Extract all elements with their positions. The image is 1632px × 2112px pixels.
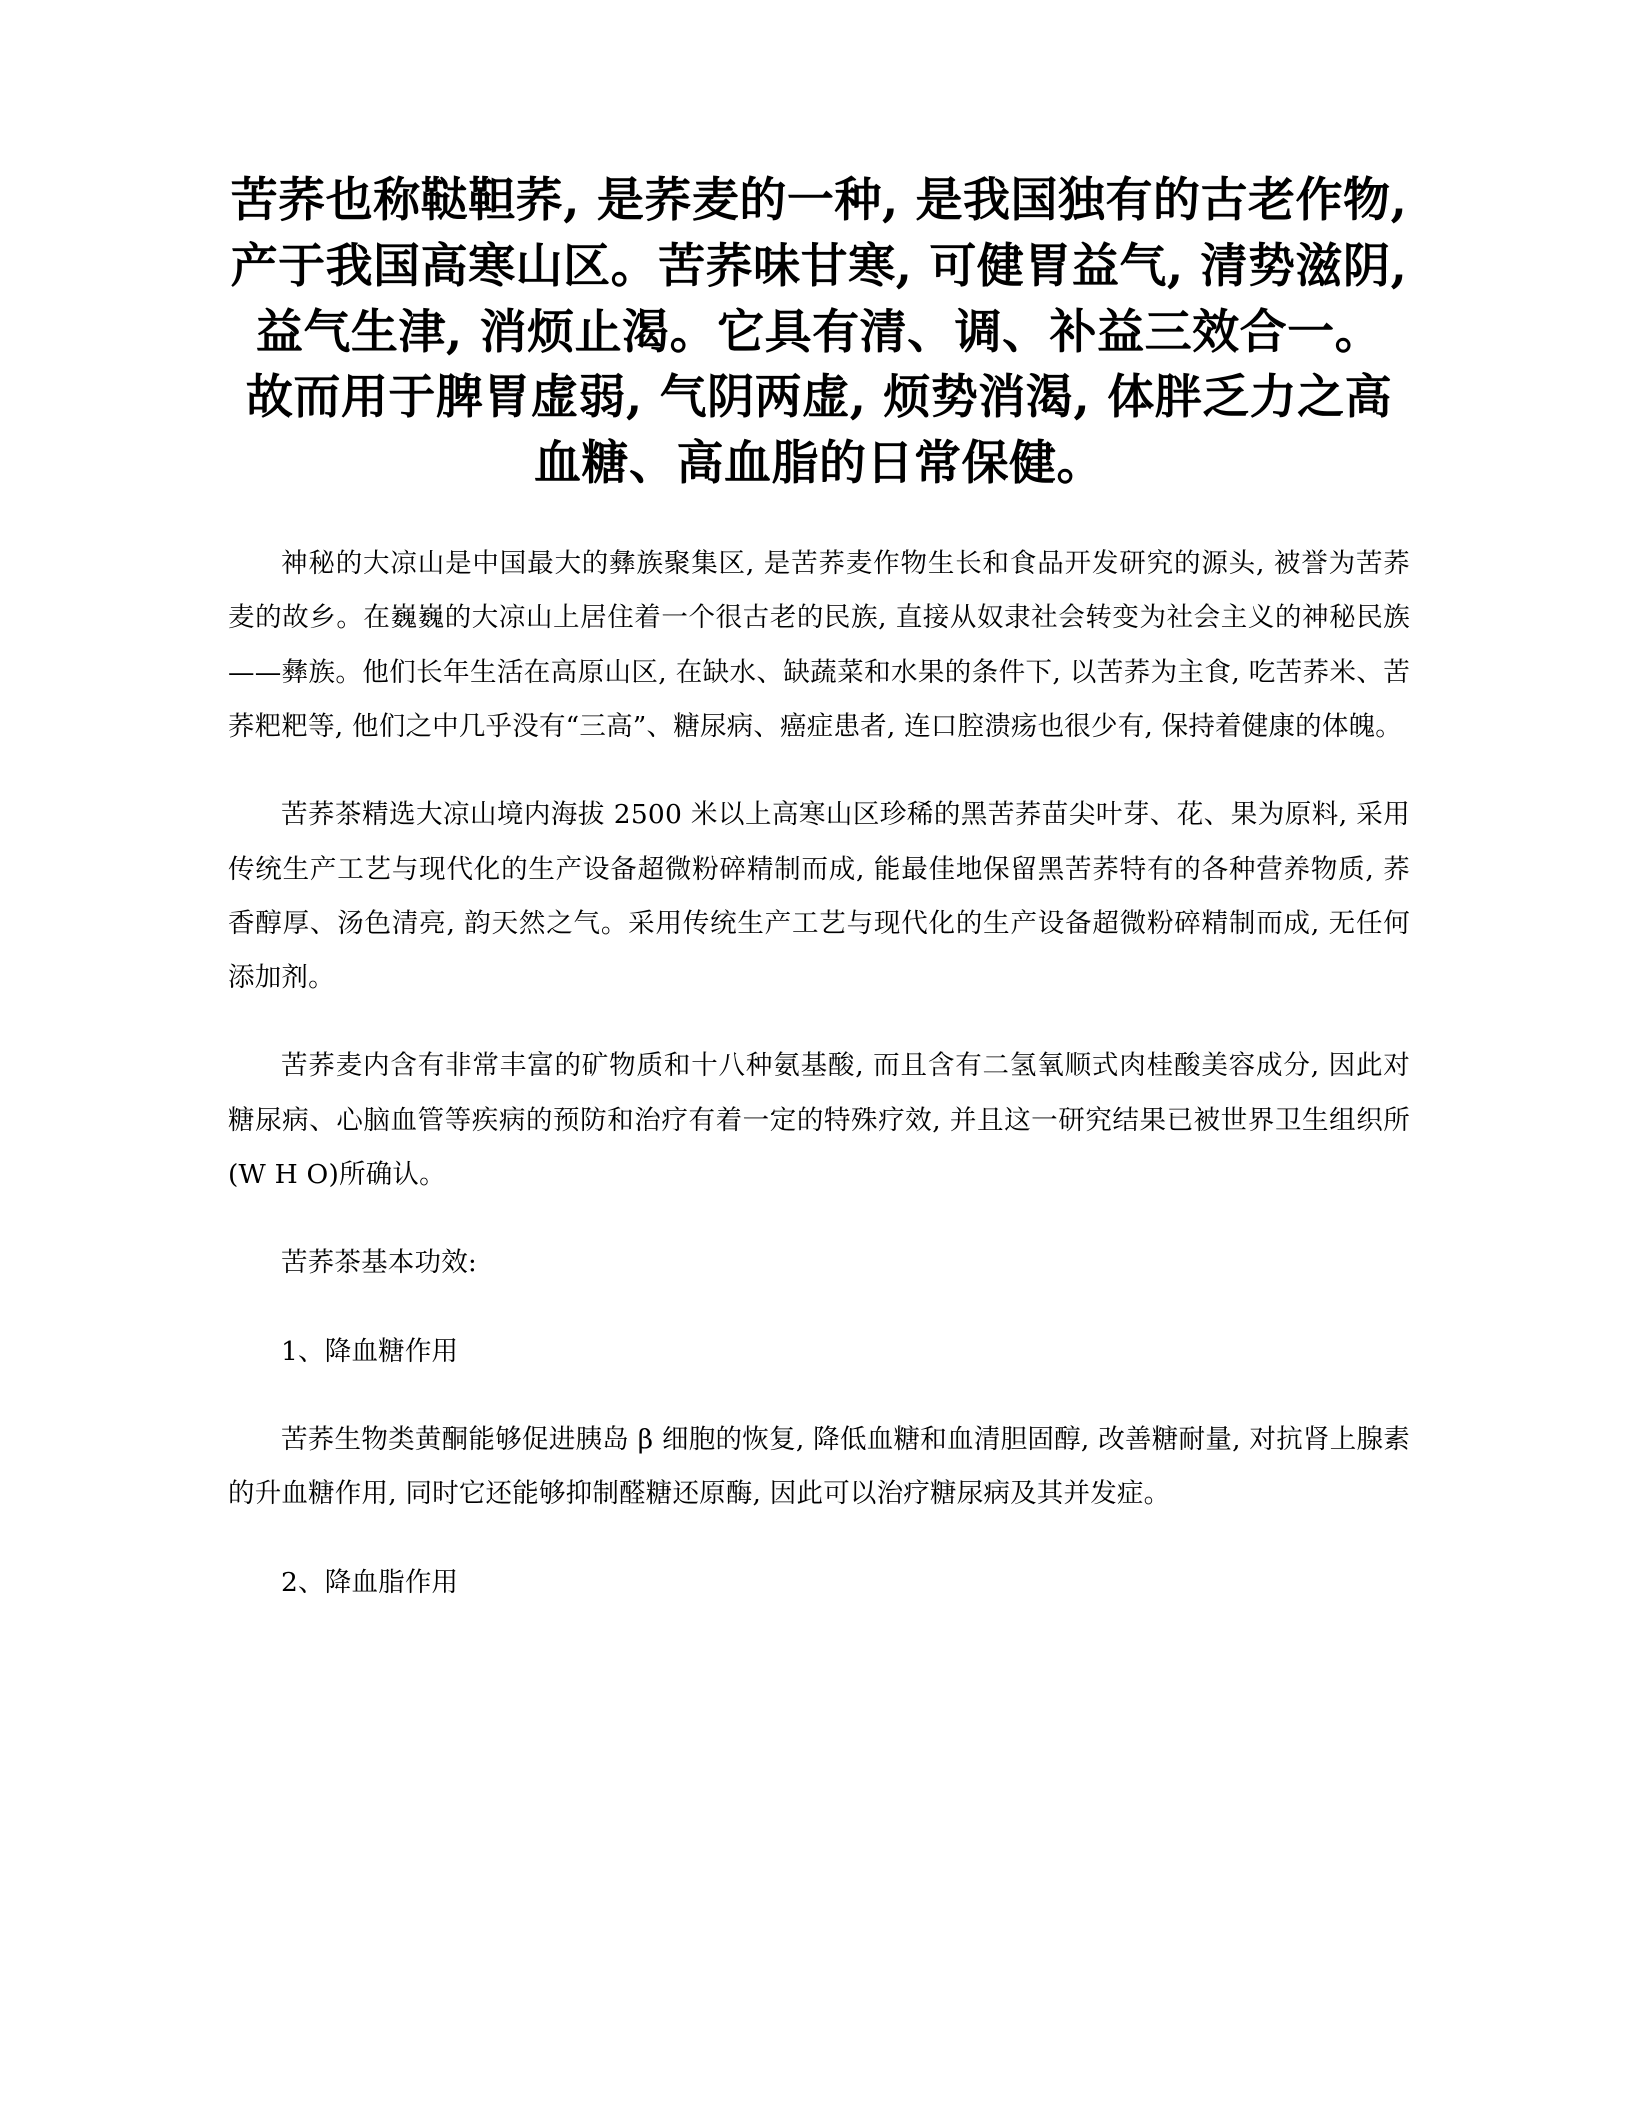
- list-item-effect-1: 1、降血糖作用: [281, 1335, 459, 1367]
- paragraph-effect-1-detail: 苦荞生物类黄酮能够促进胰岛 β 细胞的恢复, 降低血糖和血清胆固醇, 改善糖耐量, 对抗肾上腺素的升血糖作用, 同时它还能够抑制醛糖还原酶, 因此可以治疗糖尿病及其并发症。: [228, 1424, 1410, 1510]
- paragraph-nutrition-who: 苦荞麦内含有非常丰富的矿物质和十八种氨基酸, 而且含有二氢氧顺式肉桂酸美容成分, 因此对糖尿病、心脑血管等疾病的预防和治疗有着一定的特殊疗效, 并且这一研究结果已被世界卫生组织所(W H O)所确认。: [228, 1050, 1410, 1191]
- page-title: 苦荞也称鞑靼荞, 是荞麦的一种, 是我国独有的古老作物, 产于我国高寒山区。苦荞味甘寒, 可健胃益气, 清势滋阴, 益气生津, 消烦止渴。它具有清、调、补益三效合一。 故而用于脾胃虚弱, 气阴两虚, 烦势消渴, 体胖乏力之高血糖、高血脂的日常保健。: [230, 173, 1408, 492]
- paragraph-intro-daliangshan: 神秘的大凉山是中国最大的彝族聚集区, 是苦荞麦作物生长和食品开发研究的源头, 被誉为苦荞麦的故乡。在巍巍的大凉山上居住着一个很古老的民族, 直接从奴隶社会转变为社会主义的神秘民族——彝族。他们长年生活在高原山区, 在缺水、缺蔬菜和水果的条件下, 以苦荞为主食, 吃苦荞米、苦荞粑粑等, 他们之中几乎没有“三高”、糖尿病、癌症患者, 连口腔溃疡也很少有, 保持着健康的体魄。: [228, 547, 1411, 742]
- document-content: [228, 168, 1410, 1632]
- paragraph-tea-raw-material: 苦荞茶精选大凉山境内海拔 2500 米以上高寒山区珍稀的黑苦荞苗尖叶芽、花、果为原料, 采用传统生产工艺与现代化的生产设备超微粉碎精制而成, 能最佳地保留黑苦荞特有的各种营养物质, 荞香醇厚、汤色清亮, 韵天然之气。采用传统生产工艺与现代化的生产设备超微粉碎精制而成, 无任何添加剂。: [228, 799, 1410, 994]
- section-heading-basic-effects: 苦荞茶基本功效:: [281, 1247, 478, 1279]
- list-item-effect-2: 2、降血脂作用: [281, 1566, 459, 1598]
